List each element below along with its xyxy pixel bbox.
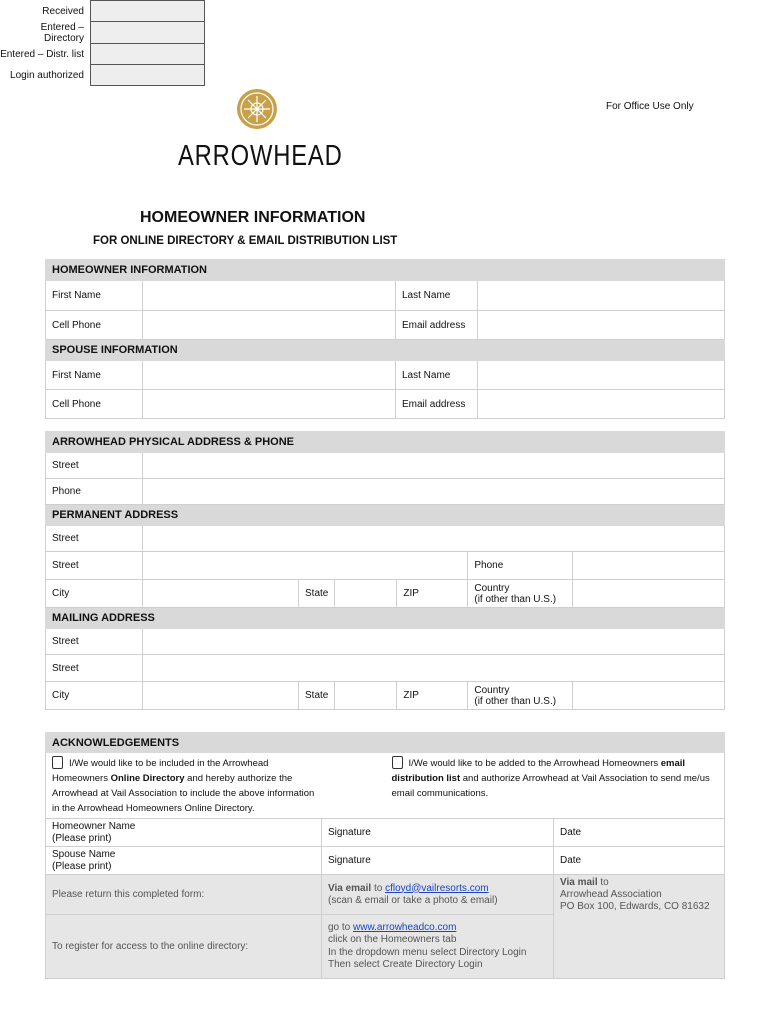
ack-text: email distribution list [391,758,686,784]
office-box[interactable] [91,1,205,22]
mailing-city-field[interactable] [143,682,299,710]
field-label: State [299,580,335,608]
field-label: Homeowner Name [52,820,136,832]
field-label: Date [560,827,582,838]
permanent-street2-field[interactable] [143,552,468,580]
spouse-date-field[interactable] [554,847,725,875]
mailing-state-field[interactable] [335,682,397,710]
office-box[interactable] [91,65,205,86]
field-label: Cell Phone [46,390,143,419]
section-header: MAILING ADDRESS [46,608,725,629]
to-text: to [371,882,386,894]
field-label: Signature [328,827,371,838]
email-list-checkbox[interactable] [392,756,403,769]
section-header: ACKNOWLEDGEMENTS [46,733,725,753]
field-label: Cell Phone [46,311,143,340]
homeowner-last-name-field[interactable] [478,281,725,311]
field-label: Last Name [396,281,478,311]
permanent-phone-field[interactable] [573,552,725,580]
field-label: Phone [468,552,573,580]
field-label: First Name [46,361,143,390]
acknowledgements-table [45,732,725,979]
homeowner-first-name-field[interactable] [143,281,396,311]
field-label: City [46,580,143,608]
field-label: Country [474,582,510,594]
office-use-table [0,0,205,86]
homeowner-email-field[interactable] [478,311,725,340]
physical-street-field[interactable] [143,453,725,479]
homeowner-table [45,259,725,419]
field-label: Phone [46,479,143,505]
field-label: Street [46,655,143,682]
return-label: Please return this completed form: [46,875,322,915]
mail-address-line: Arrowhead Association [560,889,662,900]
spouse-signature-field[interactable] [322,847,554,875]
ack-text: and authorize Arrowhead at Vail Association to send me/us email communications. [391,773,710,799]
address-table [45,431,725,710]
spouse-last-name-field[interactable] [478,361,725,390]
register-label: To register for access to the online directory: [46,915,322,979]
field-label: State [299,682,335,710]
office-box[interactable] [91,44,205,65]
field-label: City [46,682,143,710]
section-header: SPOUSE INFORMATION [46,340,725,361]
arrowhead-emblem-icon [236,88,278,130]
field-label: Street [46,629,143,655]
field-label: Signature [328,855,371,866]
field-label: Country [474,684,510,696]
spouse-email-field[interactable] [478,390,725,419]
via-mail-label: Via mail [560,877,598,888]
homeowner-cell-phone-field[interactable] [143,311,396,340]
office-label: Received [42,5,84,17]
ack-text: and hereby authorize the Arrowhead at Vail Association to include the above information in the Arrowhead Homeowners Online Directory. [52,773,315,814]
field-label: ZIP [397,682,468,710]
physical-phone-field[interactable] [143,479,725,505]
office-label: Login authorized [10,69,84,81]
permanent-state-field[interactable] [335,580,397,608]
instruction-step: Then select Create Directory Login [328,959,483,970]
office-box[interactable] [91,22,205,44]
online-directory-checkbox[interactable] [52,756,63,769]
permanent-country-field[interactable] [573,580,725,608]
field-label: Street [46,552,143,580]
spouse-first-name-field[interactable] [143,361,396,390]
mailing-street2-field[interactable] [143,655,725,682]
office-use-title: For Office Use Only [606,101,694,112]
mailing-street1-field[interactable] [143,629,725,655]
section-header: ARROWHEAD PHYSICAL ADDRESS & PHONE [46,432,725,453]
instruction-step: In the dropdown menu select Directory Login [328,946,527,958]
mailing-country-field[interactable] [573,682,725,710]
field-label: Spouse Name [52,848,116,860]
field-note: (Please print) [52,832,112,844]
field-label: Street [46,453,143,479]
field-label: First Name [46,281,143,311]
goto-text: go to [328,921,354,933]
homeowner-date-field[interactable] [554,819,725,847]
office-label: Entered – Distr. list [0,48,84,60]
to-text: to [597,877,609,888]
via-email-label: Via email [328,882,372,894]
field-label: Last Name [396,361,478,390]
field-note: (if other than U.S.) [474,593,557,605]
ack-text: I/We would like to be included in the Arrowhead Homeowners [52,758,269,784]
spouse-cell-phone-field[interactable] [143,390,396,419]
field-note: (Please print) [52,860,112,872]
field-label: ZIP [397,580,468,608]
field-label: Street [46,526,143,552]
permanent-street1-field[interactable] [143,526,725,552]
arrowhead-logo-text: ARROWHEAD [178,140,343,172]
field-note: (if other than U.S.) [474,695,557,707]
office-label: Entered – Directory [40,21,84,44]
website-link[interactable]: www.arrowheadco.com [353,921,457,933]
instruction-step: click on the Homeowners tab [328,934,457,945]
field-label: Date [560,855,582,866]
homeowner-signature-field[interactable] [322,819,554,847]
permanent-city-field[interactable] [143,580,299,608]
section-header: HOMEOWNER INFORMATION [46,260,725,281]
page-title: HOMEOWNER INFORMATION [140,209,366,226]
mail-address-line: PO Box 100, Edwards, CO 81632 [560,901,710,912]
field-label: Email address [396,311,478,340]
scan-note: (scan & email or take a photo & email) [328,894,498,906]
ack-text: Online Directory [110,773,185,784]
page-subtitle: FOR ONLINE DIRECTORY & EMAIL DISTRIBUTION LIST [93,235,398,247]
ack-text: I/We would like to be added to the Arrowhead Homeowners [408,758,661,769]
field-label: Email address [396,390,478,419]
section-header: PERMANENT ADDRESS [46,505,725,526]
email-link[interactable]: cfloyd@vailresorts.com [385,882,489,894]
